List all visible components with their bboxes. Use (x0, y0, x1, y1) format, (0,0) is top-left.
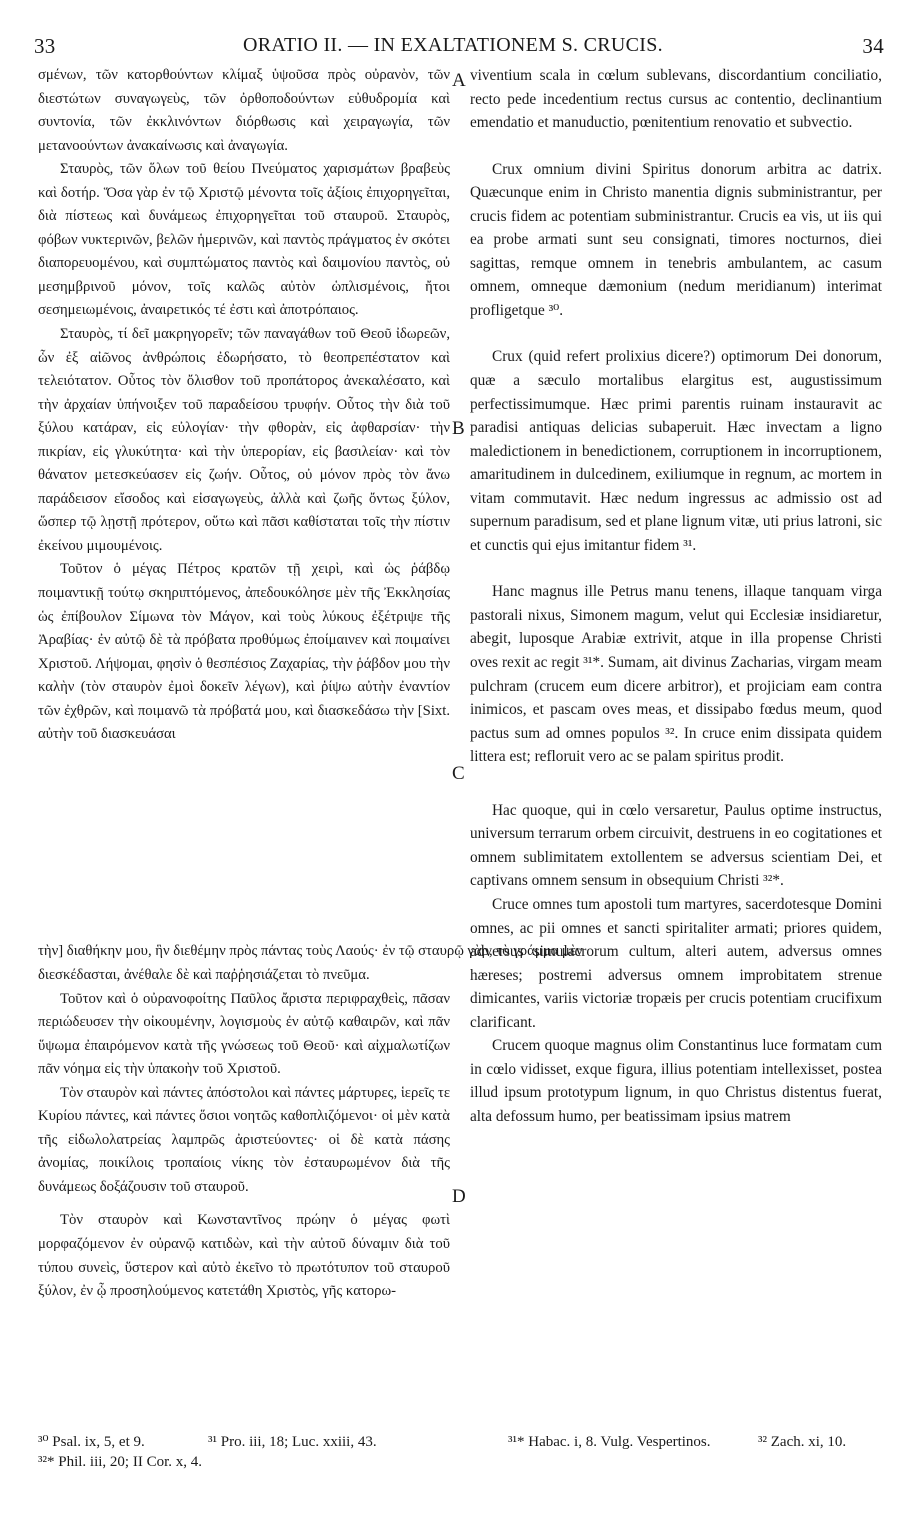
latin-paragraph-3: Crux (quid refert prolixius dicere?) optimorum Dei donorum, quæ a sæculo mortalibus elargitus est, augustissimum perfectissimumque. Hæc primi parentis ruinam instauravit ac paradisi antiquas delicias subaperuit. Hæc invectam a ligno maledictionem in benedictionem, corruptionem in incorruptionem, amaritudinem in dulcedinem, exiliumque in regnum, ac mortem in vitam commutavit. Hæc nedum ingressus ac admissio ost ad supernum paradisum, sed et plane lignum vitæ, uti prius latroni, sic et cunctis qui ejus imitantur fidem ³¹. (470, 348, 882, 554)
margin-marker-b: B (452, 418, 465, 439)
footnotes (38, 1432, 884, 1472)
footnote-31: ³¹ Pro. iii, 18; Luc. xxiii, 43. (208, 1434, 377, 1450)
greek-spanning-line: τὴν] διαθήκην μου, ἣν διεθέμην πρὸς πάντας τοὺς Λαούς· ἐν τῷ σταυρῷ γὰρ, τὸ γράμμα μὲν (38, 943, 583, 959)
greek-paragraph-2: Σταυρὸς, τῶν ὅλων τοῦ θείου Πνεύματος χαρισμάτων βραβεὺς καὶ δοτήρ. Ὅσα γὰρ ἐν τῷ Χριστῷ μένοντα τοῖς ἀξίοις ἐπιχορηγεῖται, διὰ πίστεως καὶ δυνάμεως ἐπιχορηγεῖται τοῦ σταυροῦ. Σταυρὸς, φόβων νυκτερινῶν, βελῶν ἡμερινῶν, καὶ παντὸς πράγματος ἐν σκότει διαπορευομένου, καὶ συμπτώματος παντὸς καὶ δαιμονίου παντὸς, οὐ μεσημβρινοῦ μόνον, τοῖς καλῶς αὐτὸν ὡπλισμένοις, ἤτοι σεσημειωμένοις, ἀναιρετικός τέ ἐστι καὶ ἀποτρόπαιος. (38, 161, 450, 319)
greek-paragraph-4b: διεσκέδασται, ἀνέθαλε δὲ καὶ παῤῥησιάζεται τὸ πνεῦμα. (38, 967, 370, 983)
greek-paragraph-6: Τὸν σταυρὸν καὶ πάντες ἀπόστολοι καὶ πάντες μάρτυρες, ἱερεῖς τε Κυρίου πάντες, καὶ πάντες ὅσιοι νοητῶς καθοπλιζόμενοι· οἱ μὲν κατὰ τῆς εἰδωλολατρείας λαμπρῶς ἀριστεύοντες· οἱ δὲ κατὰ πάσης ἀνομίας, ποικίλοις τροπαίοις νίκης τὸν ἐσταυρωμένον διὰ τῆς δυνάμεως δοξάζουσιν τοῦ σταυροῦ. (38, 1084, 450, 1195)
greek-paragraph-4: Τοῦτον ὁ μέγας Πέτρος κρατῶν τῇ χειρὶ, καὶ ὡς ῥάβδῳ ποιμαντικῇ τούτῳ σκηριπτόμενος, ἀπεδουκόλησε μὲν τῆς Ἐκκλησίας ὡς ἐπίβουλον Σίμωνα τὸν Μάγον, καὶ τοὺς λύκους ἐξέτριψε τῆς Ἀραβίας· ἐν αὐτῷ δὲ τὰ πρόβατα προθύμως ἐποίμαινεν καὶ ποιμαίνει Χριστοῦ. Λήψομαι, φησὶν ὁ θεσπέσιος Ζαχαρίας, τὴν ῥάβδον μου τὴν καλὴν (τὸν σταυρὸν ἐμοὶ δοκεῖν λέγων), καὶ ῥίψω αὐτὴν ἐναντίον τῶν ἐχθρῶν, καὶ ποιμανῶ τὰ πρόβατά μου, καὶ διασκεδάσω τὴν [Sixt. αὐτὴν τοῦ διασκευάσαι (38, 561, 450, 743)
latin-paragraph-6: Cruce omnes tum apostoli tum martyres, sacerdotesque Domini omnes, ac pii omnes et sancti spiritaliter armati; priores quidem, adversus simulacrorum cultum, alteri autem, adversus omnes hæreses; postremi adversus omnem improbitatem strenue dimicantes, variis victoriæ tropæis per crucis potentiam crucifixum clarificant. (470, 895, 882, 1031)
footnote-30: ³⁰ Psal. ix, 5, et 9. (38, 1434, 145, 1450)
latin-paragraph-4: Hanc magnus ille Petrus manu tenens, illaque tanquam virga pastorali nixus, Simonem magum, velut qui Ecclesiæ insidiaretur, abegit, luposque Arabiæ extrivit, atque in illa propense Christi oves rexit ac regit ³¹*. Sumam, ait divinus Zacharias, virgam meam pulchram (crucem eum dicere arbitror), et projiciam eam contra inimicos, et pascam oves meas, et dissipabo fœdus meum, quod pactus sum ad omnes populos ³². In cruce enim dissipata quidem littera est; refloruit vero ac se palam spiritus prodit. (470, 583, 882, 766)
page-number-right: 34 (862, 34, 884, 58)
footnote-32: ³² Zach. xi, 10. (758, 1434, 847, 1450)
greek-column (38, 64, 450, 964)
greek-paragraph-7: Τὸν σταυρὸν καὶ Κωνσταντῖνος πρώην ὁ μέγας φωτὶ μορφαζόμενον ἐν οὐρανῷ κατιδὼν, καὶ τὴν αὐτοῦ δύναμιν διὰ τοῦ τύπου συνεὶς, ὕστερον καὶ αὐτὸ ἐκεῖνο τὸ πρωτότυπον τοῦ σταυροῦ ξύλον, ἐν ᾧ προσηλούμενος κατετάθη Χριστὸς, γῆς κατορω- (38, 1212, 450, 1300)
greek-paragraph-5: Τοῦτον καὶ ὁ οὐρανοφοίτης Παῦλος ἄριστα περιφραχθεὶς, πᾶσαν περιώδευσεν τὴν οἰκουμένην, λογισμοὺς ἐν αὐτῷ καθαιρῶν, καὶ πᾶν ὕψωμα ἐπαιρόμενον κατὰ τῆς γνώσεως τοῦ Θεοῦ· καὶ αἰχμαλωτίζων πᾶν νόημα εἰς τὴν ὑπακοὴν τοῦ Χριστοῦ. (38, 990, 450, 1078)
latin-paragraph-5: Hac quoque, qui in cœlo versaretur, Paulus optime instructus, universum terrarum orbem circuivit, destruens in eo cogitationes et omnem sublimitatem extollentem se adversus scientiam Dei, et captivans omnem sensum in obsequium Christi ³²*. (470, 801, 882, 890)
latin-column (470, 64, 882, 1128)
footnote-31-star: ³¹* Habac. i, 8. Vulg. Vespertinos. (508, 1434, 711, 1450)
margin-marker-c: C (452, 763, 465, 784)
greek-paragraph-3: Σταυρὸς, τί δεῖ μακρηγορεῖν; τῶν παναγάθων τοῦ Θεοῦ ἰδωρεῶν, ὧν ἐξ αἰῶνος ἀνθρώποις ἐδωρήσατο, τὸ θεοπρεπέστατον καὶ τελειότατον. Οὗτος τὸν ὄλισθον τοῦ προπάτορος ἀνεκαλέσατο, καὶ τὴν ἀρχαίαν ὑπήνοιξεν τοῦ παραδείσου τρυφήν. Οὗτος τὴν διὰ τοῦ ξύλου κατάραν, εἰς εὐλογίαν· τὴν φθορὰν, εἰς ἀφθαρσίαν· τὴν πικρίαν, εἰς γλυκύτητα· καὶ τὴν ὑπερορίαν, εἰς βασιλείαν· καὶ τὸν θάνατον μετεσκεύασεν εἰς ζωήν. Οὗτος, οὐ μόνον πρὸς τὸν ἄνω παράδεισον εἴσοδος καὶ εἰσαγωγεὺς, ἀλλὰ καὶ ζωῆς ὄντως ξύλον, ὥσπερ τῷ λῃστῇ πρότερον, οὕτω καὶ πᾶσι καθίσταται τοῖς τὴν πίστιν ἐκείνου μιμουμένοις. (38, 326, 450, 554)
latin-paragraph-1: viventium scala in cœlum sublevans, discordantium conciliatio, recto pede incedentium rectus cursus ac contentio, declinantium emendatio et manuductio, pœnitentium renovatio et subvectio. (470, 67, 882, 132)
margin-marker-a: A (452, 70, 466, 91)
page-number-left: 33 (34, 34, 56, 58)
latin-paragraph-2: Crux omnium divini Spiritus donorum arbitra ac datrix. Quæcunque enim in Christo manentia dignis subministrantur, per crucis fidem ac potentiam subministrantur. Crucis ea vis, ut iis qui ea probe armati sunt seu consignati, timores nocturnos, diei sagittas, remque omnem in tenebris ambulantem, ac casum omnem, omneque dæmonium (nedum meridianum) interimat profligetque ³⁰. (470, 160, 882, 319)
footnote-32-star: ³²* Phil. iii, 20; II Cor. x, 4. (38, 1454, 203, 1470)
running-header (22, 34, 884, 64)
margin-marker-d: D (452, 1186, 466, 1207)
greek-column-lower (38, 964, 450, 1304)
greek-paragraph-1: σμένων, τῶν κατορθούντων κλίμαξ ὑψοῦσα πρὸς οὐρανὸν, τῶν διεστώτων συναγωγεὺς, τῶν ὀρθοποδούντων εὐθυδρομία καὶ συντονία, τῶν ἐκκλινόντων διόρθωσις καὶ χειραγωγία, τῶν μετανοούντων ἀνακαίνωσις καὶ ἀναγωγία. (38, 67, 450, 154)
latin-paragraph-7: Crucem quoque magnus olim Constantinus luce formatam cum in cœlo vidisset, exque figura, illius potentiam intellexisset, postea illud ipsum prototypum lignum, in quo Christus distentus fuerat, alta defossum humo, per beatissimam ipsius matrem (470, 1037, 882, 1125)
running-title: ORATIO II. — IN EXALTATIONEM S. CRUCIS. (243, 34, 663, 56)
